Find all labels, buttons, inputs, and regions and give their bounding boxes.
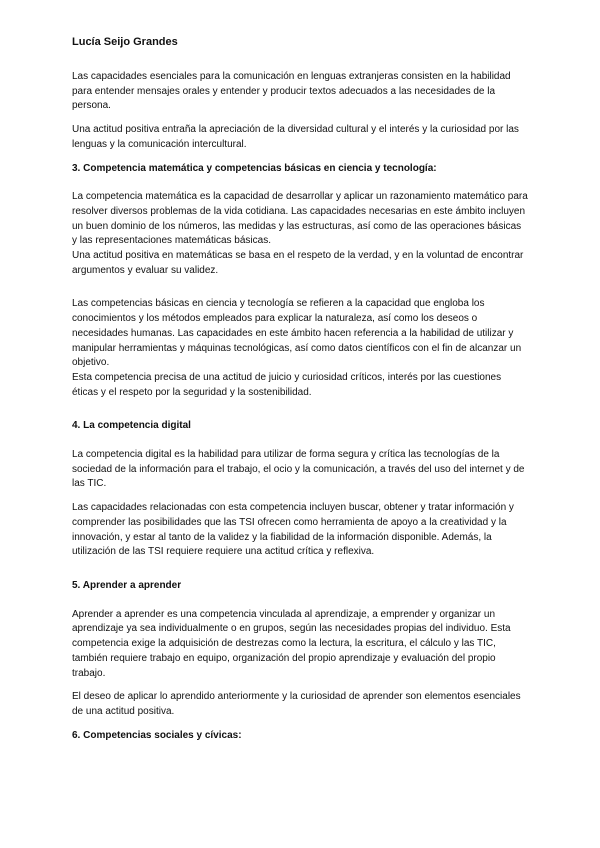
document-page (72, 34, 528, 757)
paragraph-learning-definition: Aprender a aprender es una competencia vinculada al aprendizaje, a emprender y organizar un aprendizaje ya sea individualmente o en grupos, según las necesidades propias del individuo. Esta competencia exige la adquisición de destrezas como la lectura, la escritura, el cálculo y las TIC, también requiere trabajo en equipo, organización del propio aprendizaje y evaluación del propio trabajo. (72, 608, 511, 679)
paragraph-digital-skills: Las capacidades relacionadas con esta competencia incluyen buscar, obtener y tratar información y comprender las posibilidades que las TSI ofrecen como herramienta de apoyo a la creatividad y la innovación, y estar al tanto de la validez y la fiabilidad de la información disponible. Además, la utilización de las TSI requiere requiere una actitud crítica y reflexiva. (72, 502, 514, 558)
paragraph-languages-skills: Las capacidades esenciales para la comunicación en lenguas extranjeras consisten en la habilidad para entender mensajes orales y entender y producir textos adecuados a las necesidades de la persona. (72, 71, 511, 112)
author-name: Lucía Seijo Grandes (72, 36, 178, 48)
paragraph-learning-attitude: El deseo de aplicar lo aprendido anteriormente y la curiosidad de aprender son elementos esenciales de una actitud positiva. (72, 691, 521, 717)
paragraph-math-attitude: Una actitud positiva en matemáticas se basa en el respeto de la verdad, y en la voluntad de encontrar argumentos y evaluar su validez. (72, 250, 524, 276)
paragraph-science-skills: Las competencias básicas en ciencia y tecnología se refieren a la capacidad que engloba los conocimientos y los métodos empleados para explicar la naturaleza, así como los deseos o necesidades humanas. Las capacidades en este ámbito hacen referencia a la habilidad de utilizar y manipular herramientas y máquinas tecnológicas, así como datos científicos con el fin de alcanzar un objetivo. (72, 298, 522, 369)
paragraph-math-skills: La competencia matemática es la capacidad de desarrollar y aplicar un razonamiento matemático para resolver diversos problemas de la vida cotidiana. Las capacidades necesarias en este ámbito incluyen un buen dominio de los números, las medidas y las estructuras, así como de las operaciones básicas y las representaciones matemáticas básicas. (72, 191, 528, 247)
paragraph-digital-definition: La competencia digital es la habilidad para utilizar de forma segura y crítica las tecnologías de la sociedad de la información para el trabajo, el ocio y la comunicación, a través del uso del internet y de las TIC. (72, 449, 525, 490)
paragraph-languages-attitude: Una actitud positiva entraña la apreciación de la diversidad cultural y el interés y la curiosidad por las lenguas y la comunicación intercultural. (72, 124, 519, 150)
spacer (72, 287, 528, 297)
heading-math-science: 3. Competencia matemática y competencias básicas en ciencia y tecnología: (72, 162, 437, 174)
paragraph-science-attitude: Esta competencia precisa de una actitud de juicio y curiosidad críticos, interés por las cuestiones éticas y el respeto por la seguridad y la sostenibilidad. (72, 371, 502, 398)
spacer (72, 569, 528, 579)
heading-social-civic: 6. Competencias sociales y cívicas: (72, 729, 242, 741)
heading-learning: 5. Aprender a aprender (72, 579, 182, 591)
spacer (72, 409, 528, 419)
heading-digital: 4. La competencia digital (72, 420, 191, 432)
